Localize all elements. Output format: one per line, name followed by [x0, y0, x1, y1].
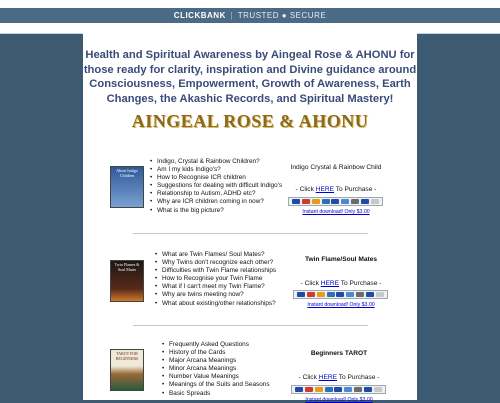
list-item: • Why Twins don't recognize each other? — [154, 259, 276, 267]
payment-card-icon — [302, 199, 310, 204]
cover-title: About Indigo Children — [116, 168, 138, 178]
payment-card-icon — [305, 387, 313, 392]
instant-download — [281, 302, 401, 308]
section-divider — [133, 325, 368, 326]
list-item: • Frequently Asked Questions — [161, 341, 270, 349]
list-item: • History of the Cards — [161, 349, 270, 357]
list-item: • Indigo, Crystal & Rainbow Children? — [149, 158, 282, 166]
payment-card-icon — [322, 199, 330, 204]
payment-card-icon — [297, 292, 305, 297]
purchase-line: - Click HERE To Purchase - — [298, 374, 380, 381]
main-content — [83, 33, 417, 403]
product-title: Indigo Crystal & Rainbow Child — [290, 164, 382, 171]
product-bullets — [149, 158, 282, 215]
indigo-book-cover[interactable] — [110, 166, 144, 208]
payment-card-icon — [346, 292, 354, 297]
payment-card-icon — [331, 199, 339, 204]
instant-download-link[interactable]: Instant download! Only $3.00 — [305, 397, 373, 403]
payment-card-icon — [344, 387, 352, 392]
trusted-label: TRUSTED — [237, 11, 280, 20]
list-item: • Why are ICR children coming in now? — [149, 198, 282, 206]
list-item: • What if I can't meet my Twin Flame? — [154, 283, 276, 291]
brand-title: AINGEAL ROSE & AHONU — [131, 111, 369, 131]
purchase-here-link[interactable]: HERE — [315, 186, 335, 193]
payment-cards — [293, 290, 388, 299]
list-item: • What is the big picture? — [149, 207, 282, 215]
list-item: • How to Recognise ICR children — [149, 174, 282, 182]
list-item: • Meanings of the Suits and Seasons — [161, 381, 270, 389]
list-item: • Why are twins meeting now? — [154, 291, 276, 299]
instant-download — [279, 397, 399, 403]
payment-cards — [291, 385, 386, 394]
payment-card-icon — [336, 292, 344, 297]
list-item: • How to Recognise your Twin Flame — [154, 275, 276, 283]
list-item: • Relationship to Autism, ADHD etc? — [149, 190, 282, 198]
purchase-here-link[interactable]: HERE — [320, 280, 340, 287]
list-item: • Difficulties with Twin Flame relationships — [154, 267, 276, 275]
payment-card-icon — [307, 292, 315, 297]
cover-title: Twin Flames & Soul Mates — [114, 262, 140, 272]
purchase-line: - Click HERE To Purchase - — [295, 186, 377, 193]
payment-card-icon — [354, 387, 362, 392]
product-bullets — [154, 251, 276, 308]
clickbank-trust-banner — [0, 8, 500, 23]
payment-cards — [288, 197, 383, 206]
payment-card-icon — [361, 199, 369, 204]
top-bar — [0, 0, 500, 34]
payment-card-icon — [317, 292, 325, 297]
list-item: • Am I my kids Indigo's? — [149, 166, 282, 174]
product-bullets — [161, 341, 270, 398]
cover-title: TAROT FOR BEGINNERS — [115, 351, 139, 361]
instant-download — [276, 209, 396, 215]
list-item: • Suggestions for dealing with difficult Indigo's — [149, 182, 282, 190]
section-divider — [133, 233, 368, 234]
instant-download-link[interactable]: Instant download! Only $3.00 — [302, 209, 370, 215]
list-item: • Number Value Meanings — [161, 373, 270, 381]
secure-label: SECURE — [289, 11, 327, 20]
payment-card-icon — [351, 199, 359, 204]
payment-card-icon — [374, 387, 382, 392]
list-item: • Minor Arcana Meanings — [161, 365, 270, 373]
payment-card-icon — [356, 292, 364, 297]
purchase-line: - Click HERE To Purchase - — [300, 280, 382, 287]
payment-card-icon — [371, 199, 379, 204]
payment-card-icon — [334, 387, 342, 392]
payment-card-icon — [312, 199, 320, 204]
instant-download-link[interactable]: Instant download! Only $3.00 — [307, 302, 375, 308]
lock-icon: ● — [281, 11, 288, 20]
list-item: • Basic Spreads — [161, 390, 270, 398]
product-title: Twin Flame/Soul Mates — [304, 256, 378, 263]
banner-separator: | — [230, 11, 234, 20]
payment-card-icon — [366, 292, 374, 297]
payment-card-icon — [295, 387, 303, 392]
list-item: • What are Twin Flames/ Soul Mates? — [154, 251, 276, 259]
payment-card-icon — [315, 387, 323, 392]
payment-card-icon — [376, 292, 384, 297]
payment-card-icon — [341, 199, 349, 204]
page-headline: Health and Spiritual Awareness by Aingeal Rose & AHONU for those ready for clarity, inspiration and Divine guidance around Consciousness, Empowerment, Growth of Awareness, Earth Changes, the Akashic Records, and Spiritual Mastery! — [83, 49, 417, 105]
payment-card-icon — [292, 199, 300, 204]
payment-card-icon — [327, 292, 335, 297]
twin-flames-book-cover[interactable] — [110, 260, 144, 302]
payment-card-icon — [364, 387, 372, 392]
payment-card-icon — [325, 387, 333, 392]
clickbank-logo-text: CLICKBANK — [173, 11, 226, 20]
product-title: Beginners TAROT — [310, 350, 368, 357]
tarot-book-cover[interactable] — [110, 349, 144, 391]
purchase-here-link[interactable]: HERE — [318, 374, 338, 381]
list-item: • What about existing/other relationships? — [154, 300, 276, 308]
list-item: • Major Arcana Meanings — [161, 357, 270, 365]
